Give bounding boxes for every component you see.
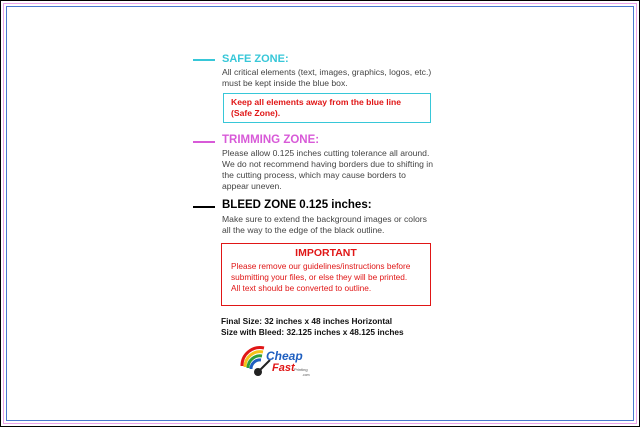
safe-box-line-1: Keep all elements away from the blue line bbox=[231, 97, 402, 107]
trimming-zone-text-2: We do not recommend having borders due to shifting in bbox=[222, 159, 433, 169]
safe-zone-box bbox=[223, 93, 431, 123]
trimming-zone-text-3: the cutting process, which may cause borders to bbox=[222, 170, 406, 180]
final-size: Final Size: 32 inches x 48 inches Horizontal bbox=[221, 316, 393, 326]
important-line-3: All text should be converted to outline. bbox=[231, 283, 372, 293]
important-box bbox=[221, 243, 431, 306]
cheap-fast-printing-logo bbox=[236, 340, 316, 382]
bleed-zone-text-2: all the way to the edge of the black outline. bbox=[222, 225, 385, 235]
trimming-zone-text-1: Please allow 0.125 inches cutting tolerance all around. bbox=[222, 148, 430, 158]
safe-zone-heading: SAFE ZONE: bbox=[222, 53, 289, 65]
safe-box-line-2: (Safe Zone). bbox=[231, 108, 281, 118]
logo-suffix: .com bbox=[302, 373, 310, 377]
safe-zone-text-1: All critical elements (text, images, graphics, logos, etc.) bbox=[222, 67, 432, 77]
important-line-1: Please remove our guidelines/instructions before bbox=[231, 261, 411, 271]
logo-word-cheap: Cheap bbox=[266, 349, 303, 363]
trimming-zone-heading: TRIMMING ZONE: bbox=[222, 134, 320, 146]
important-line-2: submitting your files, or else they will be printed. bbox=[231, 272, 408, 282]
bleed-zone-heading: BLEED ZONE 0.125 inches: bbox=[222, 199, 372, 211]
safe-zone-line bbox=[193, 59, 215, 61]
safe-zone-text-2: must be kept inside the blue box. bbox=[222, 78, 348, 88]
bleed-size: Size with Bleed: 32.125 inches x 48.125 inches bbox=[221, 327, 404, 337]
important-title: IMPORTANT bbox=[295, 247, 357, 259]
trimming-zone-line bbox=[193, 141, 215, 143]
logo-word-printing: Printing bbox=[294, 367, 308, 372]
trimming-zone-text-4: appear uneven. bbox=[222, 181, 282, 191]
bleed-zone-text-1: Make sure to extend the background images or colors bbox=[222, 214, 427, 224]
bleed-zone-line bbox=[193, 206, 215, 208]
logo-graphic bbox=[236, 340, 316, 382]
logo-word-fast: Fast bbox=[272, 362, 295, 374]
